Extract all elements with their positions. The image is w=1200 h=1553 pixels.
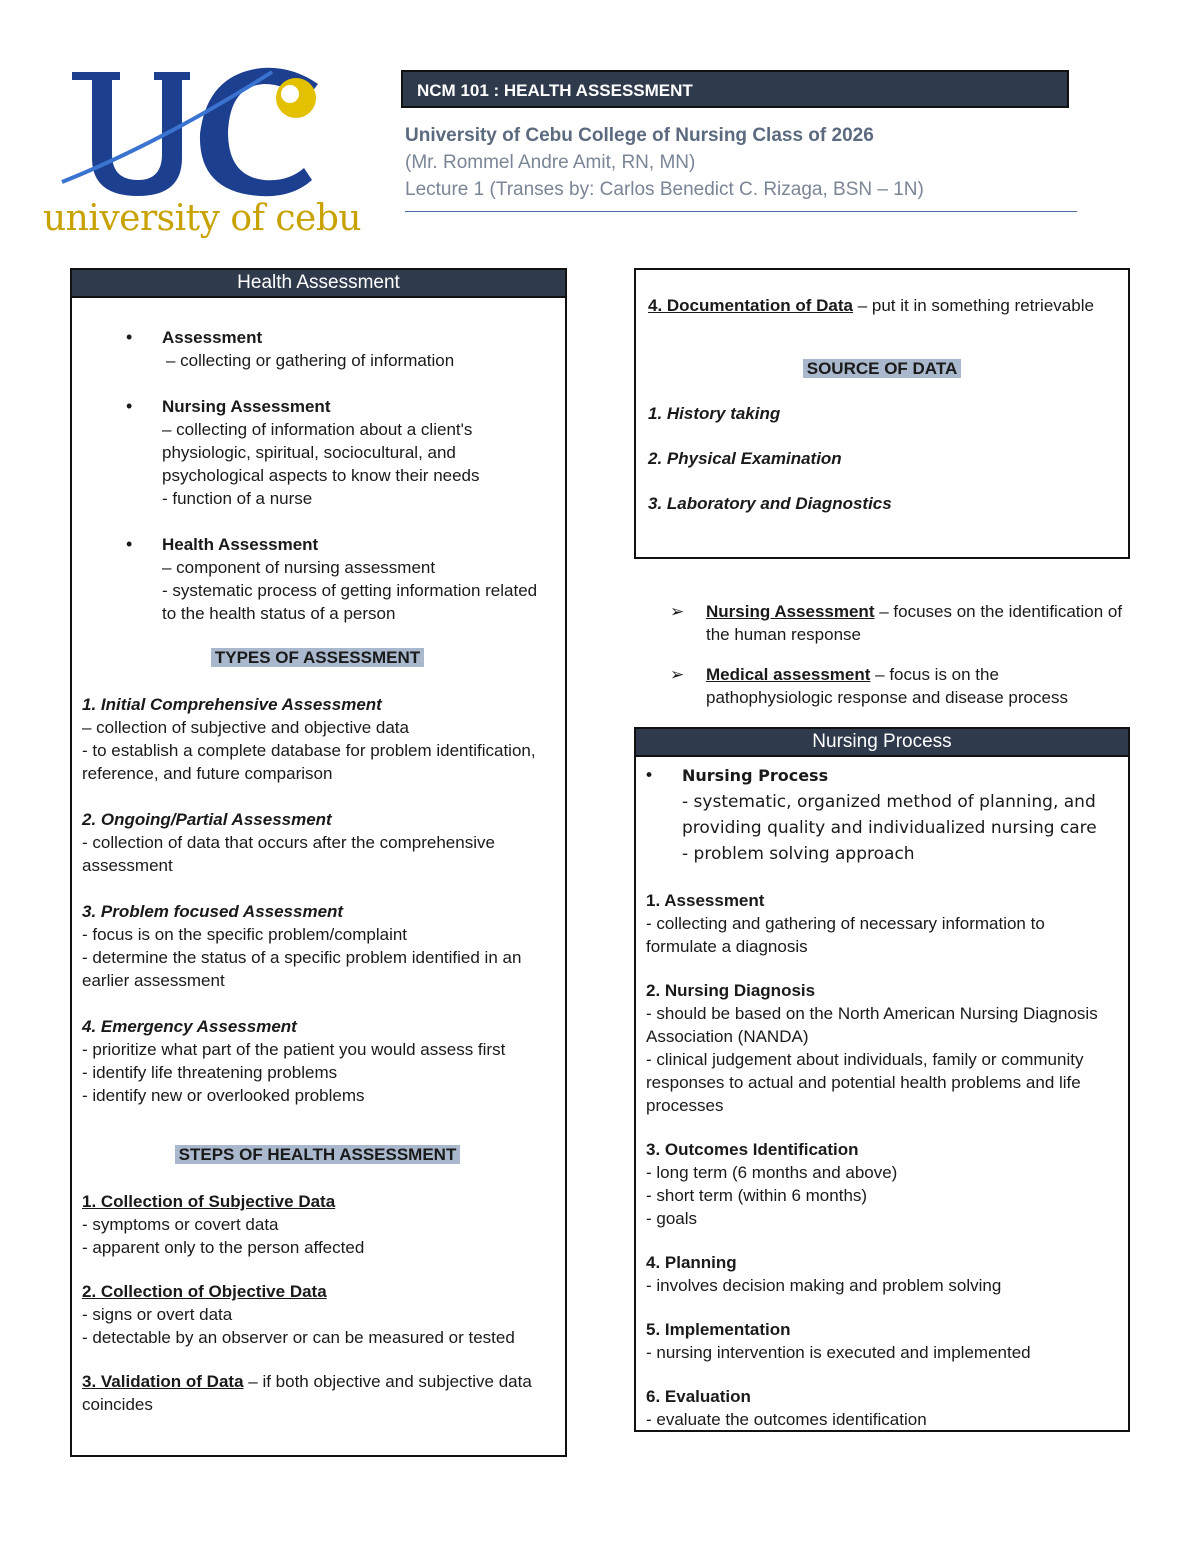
- type-line: - prioritize what part of the patient you would assess first: [82, 1040, 506, 1059]
- logo-wordmark: university of cebu: [42, 198, 362, 239]
- np-step: [646, 979, 1116, 1117]
- np-step-title: 5. Implementation: [646, 1320, 791, 1339]
- step-item: [82, 1190, 553, 1259]
- type-title: 1. Initial Comprehensive Assessment: [82, 695, 382, 714]
- np-step-line: - evaluate the outcomes identification: [646, 1410, 927, 1429]
- types-heading: TYPES OF ASSESSMENT: [211, 648, 424, 667]
- np-step: [646, 1251, 1116, 1297]
- nursing-process-line: - problem solving approach: [682, 844, 915, 864]
- np-step-line: - long term (6 months and above): [646, 1163, 898, 1182]
- source-item: 1. History taking: [648, 404, 781, 423]
- np-step-line: - nursing intervention is executed and implemented: [646, 1343, 1031, 1362]
- comparison-item: [636, 600, 1130, 646]
- np-step: [646, 1138, 1116, 1230]
- type-line: - focus is on the specific problem/complaint: [82, 925, 408, 944]
- course-title-bar: NCM 101 : HEALTH ASSESSMENT: [401, 70, 1069, 108]
- comparison-term: Medical assessment: [706, 665, 871, 684]
- header-line-school: University of Cebu College of Nursing Class of 2026: [405, 125, 874, 146]
- header-line-instructor: (Mr. Rommel Andre Amit, RN, MN): [405, 152, 696, 173]
- documentation-step: [648, 294, 1116, 317]
- definition-term: • Nursing Assessment: [162, 397, 331, 416]
- header-info: [405, 122, 1077, 203]
- step-item: [82, 1280, 553, 1349]
- step-title: 2. Collection of Objective Data: [82, 1282, 327, 1301]
- definition-term: • Health Assessment: [162, 535, 319, 554]
- np-step-line: - should be based on the North American Nursing Diagnosis Association (NANDA): [646, 1004, 1098, 1046]
- documentation-source-content: [636, 270, 1128, 515]
- nursing-process-box: [634, 727, 1130, 1432]
- type-line: – collection of subjective and objective data: [82, 718, 409, 737]
- nursing-process-heading: Nursing Process: [636, 729, 1128, 757]
- definition-item: [82, 395, 553, 510]
- type-title: 3. Problem focused Assessment: [82, 902, 344, 921]
- definition-line: - systematic process of getting information related to the health status of a person: [162, 581, 538, 623]
- arrow-bullet-icon: ➢: [670, 602, 685, 621]
- step-line: - detectable by an observer or can be measured or tested: [82, 1328, 515, 1347]
- header-line-lecture: Lecture 1 (Transes by: Carlos Benedict C. Rizaga, BSN – 1N): [405, 179, 924, 200]
- comparison-text: – focuses on the identification of the human response: [706, 602, 1123, 644]
- source-heading: SOURCE OF DATA: [803, 359, 961, 378]
- assessment-comparison: [636, 600, 1130, 709]
- type-item: [82, 1015, 553, 1107]
- definition-line: – collecting or gathering of information: [166, 351, 455, 370]
- arrow-bullet-icon: ➢: [670, 665, 685, 684]
- np-step-title: 1. Assessment: [646, 891, 765, 910]
- comparison-text: – focus is on the pathophysiologic response and disease process: [706, 665, 1068, 707]
- np-step: [646, 1385, 1116, 1431]
- step-title: 1. Collection of Subjective Data: [82, 1192, 336, 1211]
- nursing-process-content: [636, 757, 1128, 1431]
- type-title: 4. Emergency Assessment: [82, 1017, 297, 1036]
- source-heading-wrap: [648, 357, 1116, 380]
- np-step: [646, 1318, 1116, 1364]
- health-assessment-heading: Health Assessment: [72, 270, 565, 298]
- types-heading-wrap: [82, 646, 553, 669]
- comparison-item: [636, 663, 1130, 709]
- health-assessment-box: [70, 268, 567, 1457]
- uc-logo-mark: [42, 62, 362, 202]
- np-step-title: 3. Outcomes Identification: [646, 1140, 859, 1159]
- step-line: - apparent only to the person affected: [82, 1238, 365, 1257]
- np-step-line: - clinical judgement about individuals, family or community responses to actual and potential health problems and life processes: [646, 1050, 1084, 1115]
- documentation-title: 4. Documentation of Data: [648, 296, 853, 315]
- type-line: - collection of data that occurs after the comprehensive assessment: [82, 833, 495, 875]
- nursing-process-definition: [646, 763, 1116, 867]
- type-line: - identify life threatening problems: [82, 1063, 338, 1082]
- type-line: - determine the status of a specific problem identified in an earlier assessment: [82, 948, 522, 990]
- comparison-term: Nursing Assessment: [706, 602, 875, 621]
- definition-line: – collecting of information about a client's physiologic, spiritual, sociocultural, and psychological aspects to know their needs: [162, 420, 480, 485]
- definition-list: [82, 326, 553, 625]
- type-item: [82, 900, 553, 992]
- step-item: [82, 1370, 553, 1416]
- definition-item: [82, 533, 553, 625]
- np-step: [646, 889, 1116, 958]
- documentation-text: – put it in something retrievable: [852, 296, 1094, 315]
- type-title: 2. Ongoing/Partial Assessment: [82, 810, 332, 829]
- health-assessment-content: [72, 298, 565, 1416]
- np-step-title: 4. Planning: [646, 1253, 737, 1272]
- source-item: 2. Physical Examination: [648, 449, 842, 468]
- type-line: - identify new or overlooked problems: [82, 1086, 365, 1105]
- header-divider: [405, 211, 1077, 212]
- np-step-line: - short term (within 6 months): [646, 1186, 868, 1205]
- np-step-line: - collecting and gathering of necessary information to formulate a diagnosis: [646, 914, 1045, 956]
- definition-item: [82, 326, 553, 372]
- step-line: - symptoms or covert data: [82, 1215, 279, 1234]
- university-logo: [42, 62, 362, 239]
- steps-heading: STEPS OF HEALTH ASSESSMENT: [175, 1145, 461, 1164]
- definition-line: – component of nursing assessment: [162, 558, 436, 577]
- type-item: [82, 693, 553, 785]
- nursing-process-term: Nursing Process: [682, 766, 829, 785]
- np-step-title: 2. Nursing Diagnosis: [646, 981, 816, 1000]
- type-line: - to establish a complete database for problem identification, reference, and future comparison: [82, 741, 536, 783]
- definition-term: • Assessment: [162, 328, 263, 347]
- np-step-line: - goals: [646, 1209, 698, 1228]
- step-title: 3. Validation of Data: [82, 1372, 244, 1391]
- nursing-process-line: - systematic, organized method of planning, and providing quality and individualized nursing care: [682, 792, 1097, 838]
- source-item: 3. Laboratory and Diagnostics: [648, 494, 892, 513]
- bullet-icon: •: [644, 766, 655, 786]
- step-line: – if both objective and subjective data coincides: [82, 1372, 532, 1414]
- step-line: - signs or overt data: [82, 1305, 233, 1324]
- nursing-process-steps: [646, 889, 1116, 1431]
- definition-line: - function of a nurse: [162, 489, 313, 508]
- type-item: [82, 808, 553, 877]
- np-step-line: - involves decision making and problem solving: [646, 1276, 1002, 1295]
- documentation-source-box: [634, 268, 1130, 559]
- np-step-title: 6. Evaluation: [646, 1387, 751, 1406]
- steps-heading-wrap: [82, 1143, 553, 1166]
